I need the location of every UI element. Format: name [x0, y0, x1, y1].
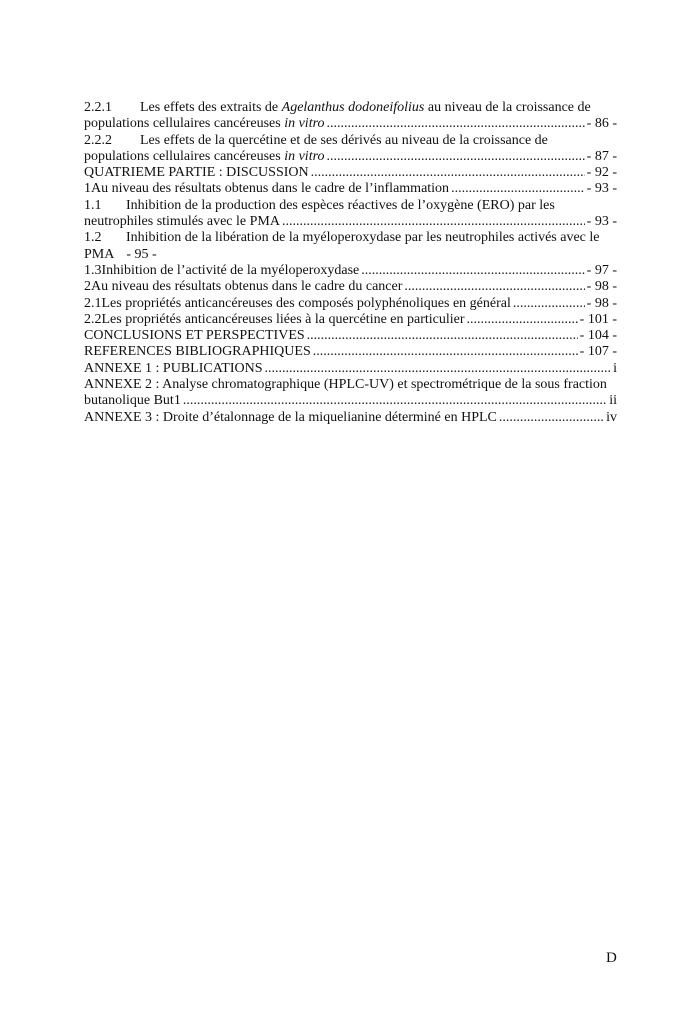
toc-entry-part-4[interactable]: [84, 165, 617, 181]
toc-title: Au niveau des résultats obtenus dans le cadre du cancer: [91, 279, 403, 295]
toc-entry-1[interactable]: [84, 181, 617, 197]
toc-entry-1-2-line2[interactable]: [84, 247, 617, 263]
toc-title: Les propriétés anticancéreuses liées à la quercétine en particulier: [101, 311, 465, 327]
toc-page-number: - 86 -: [586, 116, 617, 132]
toc-number: 2.2.1: [84, 100, 112, 115]
toc-title: CONCLUSIONS ET PERSPECTIVES: [84, 328, 305, 344]
toc-title: Inhibition de la libération de la myéloperoxydase par les neutrophiles activés avec le: [126, 230, 600, 246]
dot-leader: [311, 165, 585, 181]
toc-entry-2-2[interactable]: [84, 312, 617, 328]
dot-leader: [307, 328, 578, 344]
toc-number: 2.2.2: [84, 132, 112, 148]
toc-title: Les propriétés anticancéreuses des composés polyphénoliques en général: [101, 295, 511, 311]
toc-page-number: - 101 -: [579, 311, 617, 327]
toc-number: 1: [84, 181, 91, 197]
toc-entry-2-1[interactable]: [84, 296, 617, 312]
toc-page-number: - 93 -: [586, 181, 617, 197]
toc-entry-2-2-1-line2[interactable]: [84, 116, 617, 132]
dot-leader: [513, 296, 585, 312]
toc-number: 1.1: [84, 197, 102, 213]
toc-page-number: - 104 -: [579, 328, 617, 344]
toc-entry-annexe-3[interactable]: [84, 410, 617, 426]
toc-page-number: - 95 -: [126, 246, 157, 262]
dot-leader: [327, 149, 585, 165]
toc-page-number: iv: [606, 409, 617, 425]
toc-title-cont: butanolique But1: [84, 393, 181, 409]
toc-entry-conclusions[interactable]: [84, 328, 617, 344]
toc-page-number: - 98 -: [586, 279, 617, 295]
dot-leader: [327, 116, 585, 132]
dot-leader: [183, 393, 607, 409]
dot-leader: [313, 344, 578, 360]
toc-page-number: - 93 -: [586, 214, 617, 230]
table-of-contents: [84, 100, 617, 426]
dot-leader: [451, 181, 585, 197]
toc-number: 1.3: [84, 262, 102, 278]
toc-title: Les effets des extraits de Agelanthus dodoneifolius au niveau de la croissance de: [140, 100, 591, 115]
toc-title: ANNEXE 1 : PUBLICATIONS: [84, 360, 263, 376]
toc-entry-1-2-line1: [84, 230, 617, 246]
toc-entry-1-1-line2[interactable]: [84, 214, 617, 230]
toc-page-number: - 87 -: [586, 148, 617, 164]
dot-leader: [467, 312, 578, 328]
toc-entry-2[interactable]: [84, 279, 617, 295]
dot-leader: [361, 263, 584, 279]
toc-title: QUATRIEME PARTIE : DISCUSSION: [84, 165, 309, 181]
toc-title-cont: populations cellulaires cancéreuses in vitro: [84, 116, 325, 132]
dot-leader: [282, 214, 585, 230]
toc-title-cont: PMA: [84, 246, 115, 262]
toc-title-cont: neutrophiles stimulés avec le PMA: [84, 214, 280, 230]
toc-number: 1.2: [84, 230, 102, 246]
toc-title: Inhibition de l’activité de la myéloperoxydase: [101, 262, 360, 278]
toc-title: Inhibition de la production des espèces réactives de l’oxygène (ERO) par les: [126, 197, 555, 213]
toc-number: 2.2: [84, 311, 102, 327]
toc-title: ANNEXE 3 : Droite d’étalonnage de la miquelianine déterminé en HPLC: [84, 409, 497, 425]
dot-leader: [404, 279, 584, 295]
toc-entry-annexe-1[interactable]: [84, 361, 617, 377]
toc-entry-1-3[interactable]: [84, 263, 617, 279]
toc-title: Au niveau des résultats obtenus dans le cadre de l’inflammation: [91, 181, 450, 197]
toc-entry-2-2-2-line1: [84, 133, 617, 149]
toc-page-number: i: [613, 360, 617, 376]
dot-leader: [265, 361, 612, 377]
toc-page-number: - 107 -: [579, 344, 617, 360]
toc-title: ANNEXE 2 : Analyse chromatographique (HPLC-UV) et spectrométrique de la sous fraction: [84, 377, 607, 393]
toc-entry-references[interactable]: [84, 344, 617, 360]
toc-title: REFERENCES BIBLIOGRAPHIQUES: [84, 344, 311, 360]
dot-leader: [499, 410, 604, 426]
toc-page-number: ii: [609, 393, 617, 409]
toc-page-number: - 98 -: [586, 295, 617, 311]
toc-title-cont: populations cellulaires cancéreuses in vitro: [84, 148, 325, 164]
toc-entry-2-2-2-line2[interactable]: [84, 149, 617, 165]
toc-page-number: - 97 -: [586, 262, 617, 278]
page-number: D: [606, 950, 617, 966]
toc-entry-annexe-2-line2[interactable]: [84, 393, 617, 409]
toc-entry-1-1-line1: [84, 198, 617, 214]
toc-page-number: - 92 -: [586, 165, 617, 181]
toc-title: Les effets de la quercétine et de ses dérivés au niveau de la croissance de: [140, 132, 548, 148]
toc-entry-2-2-1-line1: [84, 100, 617, 116]
toc-number: 2: [84, 279, 91, 295]
toc-entry-annexe-2-line1: [84, 377, 617, 393]
toc-number: 2.1: [84, 295, 102, 311]
